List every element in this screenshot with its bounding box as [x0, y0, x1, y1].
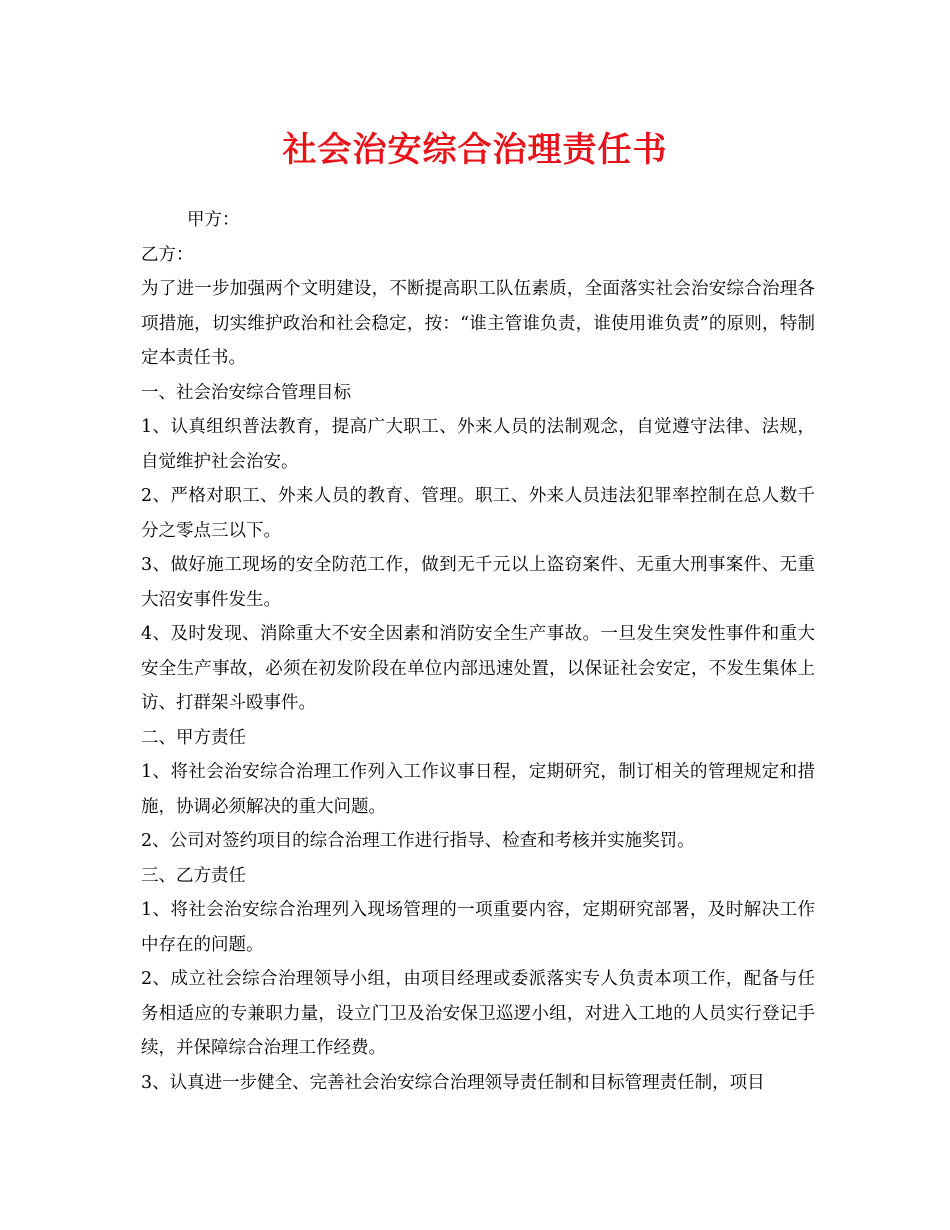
document-title: 社会治安综合治理责任书: [282, 130, 668, 170]
intro-paragraph: 为了进一步加强两个文明建设，不断提高职工队伍素质，全面落实社会治安综合治理各项措施，切实维护政治和社会稳定，按：“谁主管谁负责，谁使用谁负责”的原则，特制定本责任书。: [141, 279, 815, 368]
party-a-line: 甲方：: [187, 210, 240, 230]
section1-item-4: 4、及时发现、消除重大不安全因素和消防安全生产事故。一旦发生突发性事件和重大安全生产事故，必须在初发阶段在单位内部迅速处置，以保证社会安定，不发生集体上访、打群架斗殴事件。: [141, 624, 815, 713]
section2-item-2: 2、公司对签约项目的综合治理工作进行指导、检查和考核并实施奖罚。: [141, 831, 695, 851]
section-heading-1: 一、社会治安综合管理目标: [141, 382, 351, 403]
section1-item-2: 2、严格对职工、外来人员的教育、管理。职工、外来人员违法犯罪率控制在总人数千分之零点三以下。: [141, 486, 815, 541]
section1-item-1: 1、认真组织普法教育，提高广大职工、外来人员的法制观念，自觉遵守法律、法规，自觉维护社会治安。: [141, 417, 815, 472]
section3-item-3: 3、认真进一步健全、完善社会治安综合治理领导责任制和目标管理责任制，项目: [141, 1072, 765, 1093]
party-b-line: 乙方：: [141, 244, 194, 265]
section3-item-2: 2、成立社会综合治理领导小组，由项目经理或委派落实专人负责本项工作，配备与任务相适应的专兼职力量，设立门卫及治安保卫巡逻小组，对进入工地的人员实行登记手续，并保障综合治理工作经费。: [141, 969, 815, 1058]
section1-item-3: 3、做好施工现场的安全防范工作，做到无千元以上盗窃案件、无重大刑事案件、无重大沼安事件发生。: [141, 555, 815, 610]
section-heading-3: 三、乙方责任: [141, 865, 246, 886]
document-body: [141, 203, 815, 1100]
section-heading-2: 二、甲方责任: [141, 727, 246, 748]
section3-item-1: 1、将社会治安综合治理列入现场管理的一项重要内容，定期研究部署，及时解决工作中存在的问题。: [141, 900, 815, 955]
section2-item-1: 1、将社会治安综合治理工作列入工作议事日程，定期研究，制订相关的管理规定和措施，协调必须解决的重大问题。: [141, 762, 815, 817]
